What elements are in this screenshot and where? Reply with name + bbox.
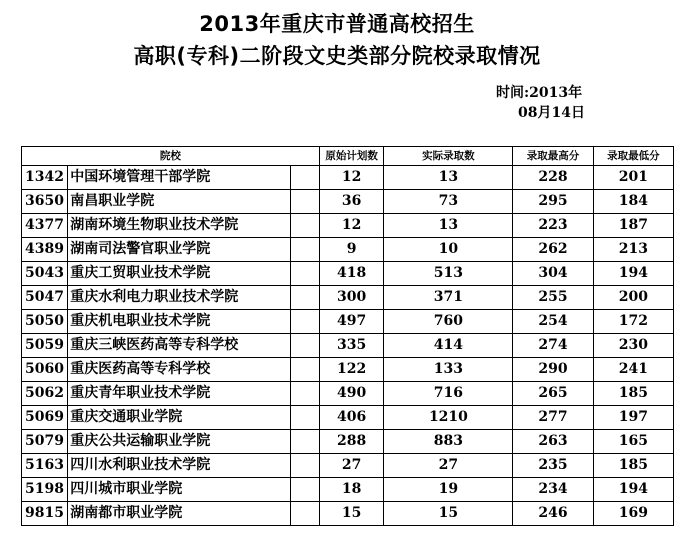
min-score: 201 [593, 166, 673, 190]
max-score: 290 [513, 358, 593, 382]
min-score: 197 [593, 406, 673, 430]
col-header-max: 录取最高分 [513, 147, 593, 166]
col-header-min: 录取最低分 [593, 147, 673, 166]
actual-count: 27 [384, 454, 513, 478]
max-score: 277 [513, 406, 593, 430]
plan-count: 15 [319, 502, 384, 526]
max-score: 274 [513, 334, 593, 358]
school-name: 湖南都市职业学院 [68, 502, 291, 526]
blank-cell [291, 454, 319, 478]
school-name: 重庆三峡医药高等专科学校 [68, 334, 291, 358]
table-row [22, 406, 674, 430]
school-code: 1342 [22, 166, 68, 190]
table-row [22, 190, 674, 214]
max-score: 262 [513, 238, 593, 262]
actual-count: 15 [384, 502, 513, 526]
max-score: 235 [513, 454, 593, 478]
school-code: 9815 [22, 502, 68, 526]
actual-count: 371 [384, 286, 513, 310]
blank-cell [291, 406, 319, 430]
school-name: 重庆青年职业技术学院 [68, 382, 291, 406]
blank-cell [291, 262, 319, 286]
plan-count: 300 [319, 286, 384, 310]
min-score: 213 [593, 238, 673, 262]
actual-count: 13 [384, 166, 513, 190]
time-label: 时间:2013年 [496, 85, 583, 101]
table-header-row [22, 147, 674, 166]
table-row [22, 358, 674, 382]
table-row [22, 286, 674, 310]
blank-cell [291, 478, 319, 502]
table-row [22, 454, 674, 478]
min-score: 185 [593, 454, 673, 478]
plan-count: 12 [319, 214, 384, 238]
blank-cell [291, 334, 319, 358]
table-row [22, 382, 674, 406]
school-code: 5050 [22, 310, 68, 334]
plan-count: 497 [319, 310, 384, 334]
school-name: 四川城市职业学院 [68, 478, 291, 502]
actual-count: 716 [384, 382, 513, 406]
school-code: 4377 [22, 214, 68, 238]
school-name: 重庆公共运输职业学院 [68, 430, 291, 454]
min-score: 194 [593, 478, 673, 502]
min-score: 185 [593, 382, 673, 406]
school-name: 重庆交通职业学院 [68, 406, 291, 430]
max-score: 234 [513, 478, 593, 502]
max-score: 304 [513, 262, 593, 286]
page-subtitle: 高职(专科)二阶段文史类部分院校录取情况 [133, 44, 541, 68]
table-row [22, 334, 674, 358]
col-header-actual: 实际录取数 [384, 147, 513, 166]
col-header-plan: 原始计划数 [319, 147, 384, 166]
blank-cell [291, 238, 319, 262]
school-code: 5062 [22, 382, 68, 406]
min-score: 241 [593, 358, 673, 382]
school-code: 5043 [22, 262, 68, 286]
blank-cell [291, 214, 319, 238]
actual-count: 133 [384, 358, 513, 382]
min-score: 172 [593, 310, 673, 334]
plan-count: 122 [319, 358, 384, 382]
school-code: 4389 [22, 238, 68, 262]
table-row [22, 238, 674, 262]
plan-count: 18 [319, 478, 384, 502]
actual-count: 19 [384, 478, 513, 502]
table-row [22, 430, 674, 454]
school-name: 湖南环境生物职业技术学院 [68, 214, 291, 238]
school-name: 重庆机电职业技术学院 [68, 310, 291, 334]
school-code: 5069 [22, 406, 68, 430]
actual-count: 1210 [384, 406, 513, 430]
min-score: 230 [593, 334, 673, 358]
school-name: 重庆水利电力职业技术学院 [68, 286, 291, 310]
blank-cell [291, 358, 319, 382]
school-code: 5163 [22, 454, 68, 478]
max-score: 255 [513, 286, 593, 310]
blank-cell [291, 166, 319, 190]
max-score: 246 [513, 502, 593, 526]
min-score: 169 [593, 502, 673, 526]
school-code: 5047 [22, 286, 68, 310]
admission-table [21, 146, 674, 526]
school-code: 3650 [22, 190, 68, 214]
table-row [22, 166, 674, 190]
max-score: 265 [513, 382, 593, 406]
plan-count: 406 [319, 406, 384, 430]
plan-count: 490 [319, 382, 384, 406]
table-row [22, 502, 674, 526]
plan-count: 418 [319, 262, 384, 286]
actual-count: 760 [384, 310, 513, 334]
table-row [22, 310, 674, 334]
actual-count: 883 [384, 430, 513, 454]
table-row [22, 214, 674, 238]
min-score: 200 [593, 286, 673, 310]
plan-count: 335 [319, 334, 384, 358]
table-row [22, 478, 674, 502]
school-name: 四川水利职业技术学院 [68, 454, 291, 478]
table-body [22, 166, 674, 526]
actual-count: 13 [384, 214, 513, 238]
plan-count: 9 [319, 238, 384, 262]
plan-count: 288 [319, 430, 384, 454]
blank-cell [291, 502, 319, 526]
actual-count: 73 [384, 190, 513, 214]
min-score: 184 [593, 190, 673, 214]
min-score: 165 [593, 430, 673, 454]
school-name: 南昌职业学院 [68, 190, 291, 214]
min-score: 194 [593, 262, 673, 286]
actual-count: 513 [384, 262, 513, 286]
actual-count: 10 [384, 238, 513, 262]
blank-cell [291, 190, 319, 214]
school-code: 5198 [22, 478, 68, 502]
max-score: 223 [513, 214, 593, 238]
school-name: 重庆工贸职业技术学院 [68, 262, 291, 286]
school-name: 中国环境管理干部学院 [68, 166, 291, 190]
max-score: 228 [513, 166, 593, 190]
blank-cell [291, 382, 319, 406]
blank-cell [291, 430, 319, 454]
school-code: 5060 [22, 358, 68, 382]
col-header-school: 院校 [22, 147, 320, 166]
plan-count: 27 [319, 454, 384, 478]
table-row [22, 262, 674, 286]
plan-count: 36 [319, 190, 384, 214]
max-score: 295 [513, 190, 593, 214]
actual-count: 414 [384, 334, 513, 358]
school-name: 重庆医药高等专科学校 [68, 358, 291, 382]
school-code: 5079 [22, 430, 68, 454]
plan-count: 12 [319, 166, 384, 190]
school-name: 湖南司法警官职业学院 [68, 238, 291, 262]
min-score: 187 [593, 214, 673, 238]
page-title: 2013年重庆市普通高校招生 [199, 12, 475, 36]
max-score: 254 [513, 310, 593, 334]
blank-cell [291, 310, 319, 334]
max-score: 263 [513, 430, 593, 454]
time-date: 08月14日 [518, 105, 585, 121]
blank-cell [291, 286, 319, 310]
school-code: 5059 [22, 334, 68, 358]
